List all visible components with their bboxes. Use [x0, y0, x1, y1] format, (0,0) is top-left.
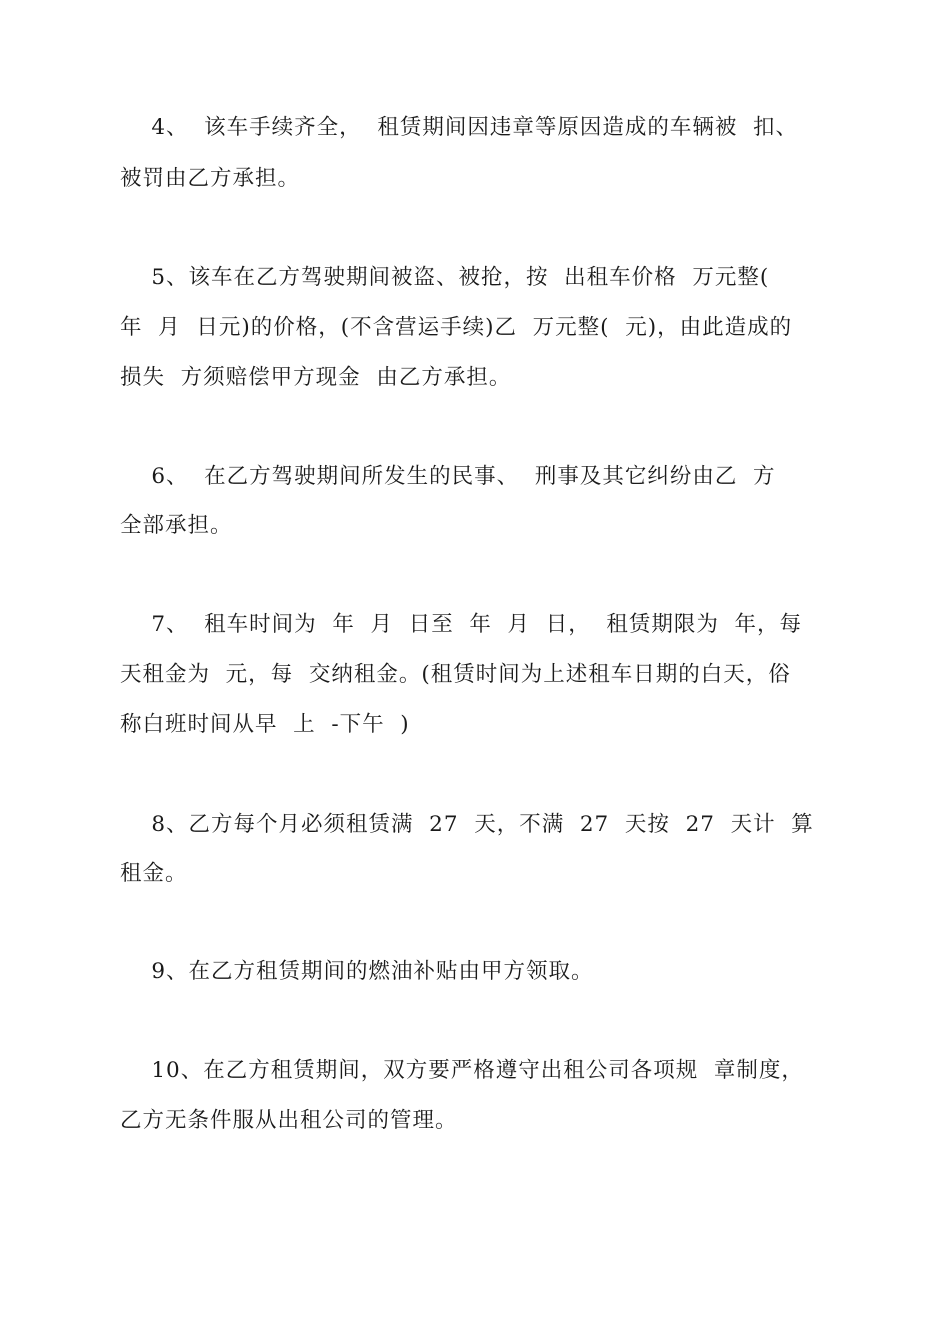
clause-7-line-1: 7、 租车时间为 年 月 日至 年 月 日， 租赁期限为 年，每: [120, 612, 803, 637]
clause-5-line-2: 年 月 日元)的价格，(不含营运手续)乙 万元整( 元)，由此造成的: [120, 315, 793, 340]
clause-4-line-2: 被罚由乙方承担。: [120, 166, 301, 191]
clause-9-line-1: 9、在乙方租赁期间的燃油补贴由甲方领取。: [120, 959, 594, 984]
clause-10-line-1: 10、在乙方租赁期间，双方要严格遵守出租公司各项规 章制度，: [120, 1058, 804, 1083]
clause-8-line-2: 租金。: [120, 861, 188, 886]
clause-4-line-1: 4、 该车手续齐全， 租赁期间因违章等原因造成的车辆被 扣、: [120, 115, 799, 140]
clause-5-line-3: 损失 方须赔偿甲方现金 由乙方承担。: [120, 365, 512, 390]
clause-5-line-1: 5、该车在乙方驾驶期间被盗、被抢，按 出租车价格 万元整(: [120, 265, 770, 290]
clause-7-line-3: 称白班时间从早 上 -下午 ): [120, 712, 410, 737]
clause-10-line-2: 乙方无条件服从出租公司的管理。: [120, 1108, 458, 1133]
clause-6-line-1: 6、 在乙方驾驶期间所发生的民事、 刑事及其它纠纷由乙 方: [120, 464, 776, 489]
clause-7-line-2: 天租金为 元，每 交纳租金。(租赁时间为上述租车日期的白天，俗: [120, 662, 791, 687]
clause-6-line-2: 全部承担。: [120, 513, 233, 538]
clause-8-line-1: 8、乙方每个月必须租赁满 27 天，不满 27 天按 27 天计 算: [120, 812, 814, 837]
